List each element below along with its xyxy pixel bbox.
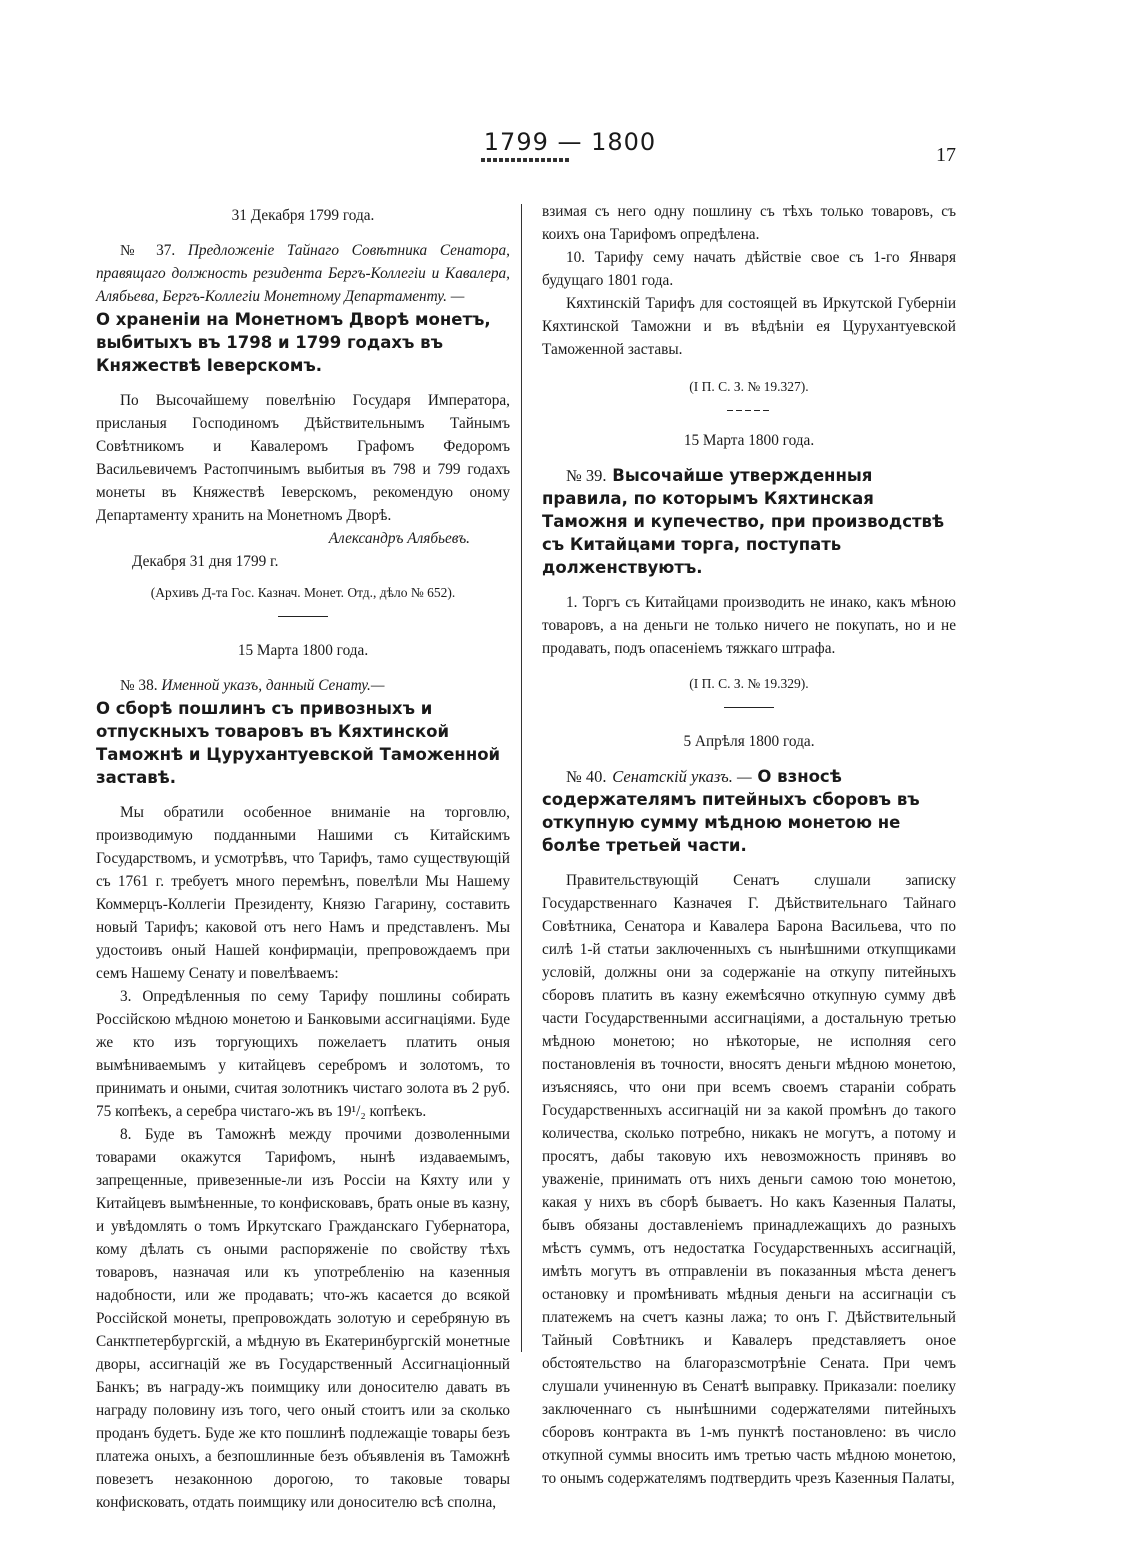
separator-rule	[278, 616, 328, 617]
doc39-title: Высочайше утвержденныя правила, по которымъ Кяхтинская Таможня и купечество, при производствѣ съ Китайцами торга, поступать долженствуютъ.	[542, 466, 945, 577]
doc39-date: 15 Марта 1800 года.	[683, 432, 815, 449]
doc40-heading	[542, 765, 956, 857]
doc37-intro-text: Предложенiе Тайнаго Совѣтника Сенатора, правящаго должность резидента Бергъ-Коллегiи и Кавалера, Алябьева, Бергъ-Коллегiи Монетному Департаменту. —	[96, 242, 510, 305]
doc37-title: О храненiи на Монетномъ Дворѣ монетъ, выбитыхъ въ 1798 и 1799 годахъ въ Княжествѣ Iеверскомъ.	[96, 310, 491, 375]
doc40-paragraph-1: Правительствующiй Сенатъ слушали записку Государственнаго Казначея Г. Дѣйствительнаго Тайнаго Совѣтника, Сенатора и Кавалера Барона Васильева, что по силѣ 1-й статьи заключенныхъ съ нынѣшними откупщиками условiй, должны они за содержанiе на откупу питейныхъ сборовъ платить въ казну ежемѣсячно откупную сумму двѣ части Государственными ассигнацiями, а достальную третью мѣдною монетою; но нѣкоторые, не исполняя сего постановленiя въ точности, вносятъ деньги мѣдною монетою, изъясняясь, что они при всемъ своемъ старанiи собрать Государственныхъ ассигнацiй ни за какой промѣнъ до такого количества, сколько потребно, никакъ не могутъ, а потому и просятъ, дабы таковую ихъ невозможность принявъ во уваженiе, принимать отъ нихъ деньги самою тою монетою, какая у нихъ въ сборѣ бываетъ. Но какъ Казенныя Палаты, бывъ обязаны доставленiемъ принадлежащихъ до разныхъ мѣстъ суммъ, отъ недостатка Государственныхъ ассигнацiй, имѣть могутъ въ отправленiи въ показанныя мѣста денегъ остановку и промѣнивать мѣдныя деньги на ассигнацiи съ платежемъ на счетъ казны лажа; то онъ Г. Дѣйствительный Тайный Совѣтникъ и Кавалеръ представляетъ оное обстоятельство на благоразсмотрѣнiе Сената. При чемъ слушали учиненную въ Сенатѣ выправку. Приказали: поелику заключеннаго съ нынѣшними содержателями питейныхъ сборовъ контракта въ 1-мъ пунктѣ постановлено: въ число откупной суммы вносить имъ третью часть мѣдною монетою, то онымъ содержателямъ подтвердить чрезъ Казенныя Палаты,	[542, 872, 956, 1487]
doc38-intro	[96, 674, 510, 697]
doc40-intro: Сенатскiй указъ. —	[612, 767, 752, 786]
doc37-signed-date: Декабря 31 дня 1799 г.	[132, 553, 279, 570]
header-ornament-rule	[481, 158, 569, 162]
doc38-intro-text: Именной указъ, данный Сенату.—	[161, 677, 385, 694]
doc39-number: № 39.	[566, 466, 607, 485]
doc37-intro	[96, 239, 510, 308]
doc37-signature: Александръ Алябьевъ.	[328, 530, 470, 547]
doc37-date: 31 Декабря 1799 года.	[231, 207, 375, 224]
doc38-continuation-2: 10. Тарифу сему начать дѣйствiе свое съ 1-го Января будущаго 1801 года.	[542, 249, 956, 289]
doc37-body: По Высочайшему повелѣнiю Государя Императора, присланыя Господиномъ Дѣйствительнымъ Тайнымъ Совѣтникомъ и Кавалеромъ Графомъ Федоромъ Васильевичемъ Растопчинымъ выбитыя въ 798 и 799 годахъ монеты въ Княжествѣ Iеверскомъ, рекомендую оному Департаменту хранить на Монетномъ Дворѣ.	[96, 392, 510, 524]
page-number: 17	[936, 144, 956, 166]
doc38-date: 15 Марта 1800 года.	[237, 642, 369, 659]
doc37-number: № 37.	[120, 242, 176, 259]
right-column	[542, 200, 956, 1490]
separator-dashed	[727, 410, 771, 411]
doc38-title: О сборѣ пошлинъ съ привозныхъ и отпускныхъ товаровъ въ Кяхтинской Таможнѣ и Цурухантуевской Таможенной заставѣ.	[96, 699, 501, 787]
doc38-source: (I П. С. З. № 19.327).	[689, 379, 809, 394]
doc40-title: О взносѣ содержателямъ питейныхъ сборовъ въ откупную сумму мѣдною монетою не болѣе третьей части.	[542, 767, 920, 855]
doc37-source: (Архивъ Д-та Гос. Казнач. Монет. Отд., дѣло № 652).	[150, 585, 456, 600]
left-column	[96, 198, 510, 1514]
doc40-number: № 40.	[566, 767, 607, 786]
doc40-date: 5 Апрѣля 1800 года.	[683, 733, 815, 750]
column-divider	[521, 204, 522, 1352]
doc38-paragraph-3: 8. Буде въ Таможнѣ между прочими дозволенными товарами окажутся Тарифомъ, нынѣ издаваемымъ, запрещенные, привезенные-ли изъ Россiи на Кяхту или у Китайцевъ вымѣненные, то конфисковавъ, брать оные въ казну, и увѣдомлять о томъ Иркутскаго Гражданскаго Губернатора, кому дѣлать съ оными распоряженiе по свойству тѣхъ товаровъ, назначая или къ употребленiю на казенныя надобности, или же продавать; что-жъ касается до всякой Россiйской монеты, препровождать золотую и серебряную въ Санктпетербургскiй, а мѣдную въ Екатеринбургскiй монетные дворы, ассигнацiй же въ Государственный Ассигнацiонный Банкъ; въ награду-жъ поимщику или доносителю давать въ награду половину изъ того, чего оный стоитъ или за сколько проданъ будетъ. Буде же кто пошлинѣ подлежащiе товары безъ платежа оныхъ, а безпошлинные безъ объявленiя въ Таможнѣ повезетъ незаконною дорогою, то таковые товары конфисковать, отдать поимщику или доносителю всѣ сполна,	[96, 1126, 510, 1511]
page-header-title: 1799 — 1800	[483, 128, 657, 156]
doc39-heading	[542, 464, 956, 579]
doc38-paragraph-2: 3. Опредѣленныя по сему Тарифу пошлины собирать Россiйскою мѣдною монетою и Банковыми ассигнацiями. Буде же кто изъ торгующихъ пожелаетъ платить оныя вымѣниваемымъ у китайцевъ серебромъ и золотомъ, то принимать и оными, считая золотникъ чистаго золота въ 2 руб. 75 копѣекъ, а серебра чистаго-жъ въ 19¹/₂ копѣекъ.	[96, 988, 510, 1120]
doc38-continuation-3: Кяхтинскiй Тарифъ для состоящей въ Иркутской Губернiи Кяхтинской Таможни и въ вѣдѣнiи ея Цурухантуевской Таможенной заставы.	[542, 295, 956, 358]
doc39-source: (I П. С. З. № 19.329).	[689, 676, 809, 691]
separator-rule-2	[724, 707, 774, 708]
doc38-continuation-1: взимая съ него одну пошлину съ тѣхъ только товаровъ, съ коихъ она Тарифомъ опредѣлена.	[542, 203, 956, 243]
doc39-paragraph-1: 1. Торгъ съ Китайцами производить не инако, какъ мѣною товаровъ, а на деньги не только ничего не покупать, но и не продавать, подъ опасенiемъ тяжкаго штрафа.	[542, 594, 956, 657]
doc38-paragraph-1: Мы обратили особенное вниманiе на торговлю, производимую подданными Нашими съ Китайскимъ Государствомъ, и усмотрѣвъ, что Тарифъ, тамо существующiй съ 1761 г. требуетъ много перемѣнъ, повелѣли Мы Нашему Коммерцъ-Коллегiи Президенту, Князю Гагарину, составить новый Тарифъ; каковой отъ него Намъ и представленъ. Мы удостоивъ оный Нашей конфирмацiи, препровождаемъ при семъ Нашему Сенату и повелѣваемъ:	[96, 804, 510, 982]
doc38-number: № 38.	[120, 677, 158, 694]
